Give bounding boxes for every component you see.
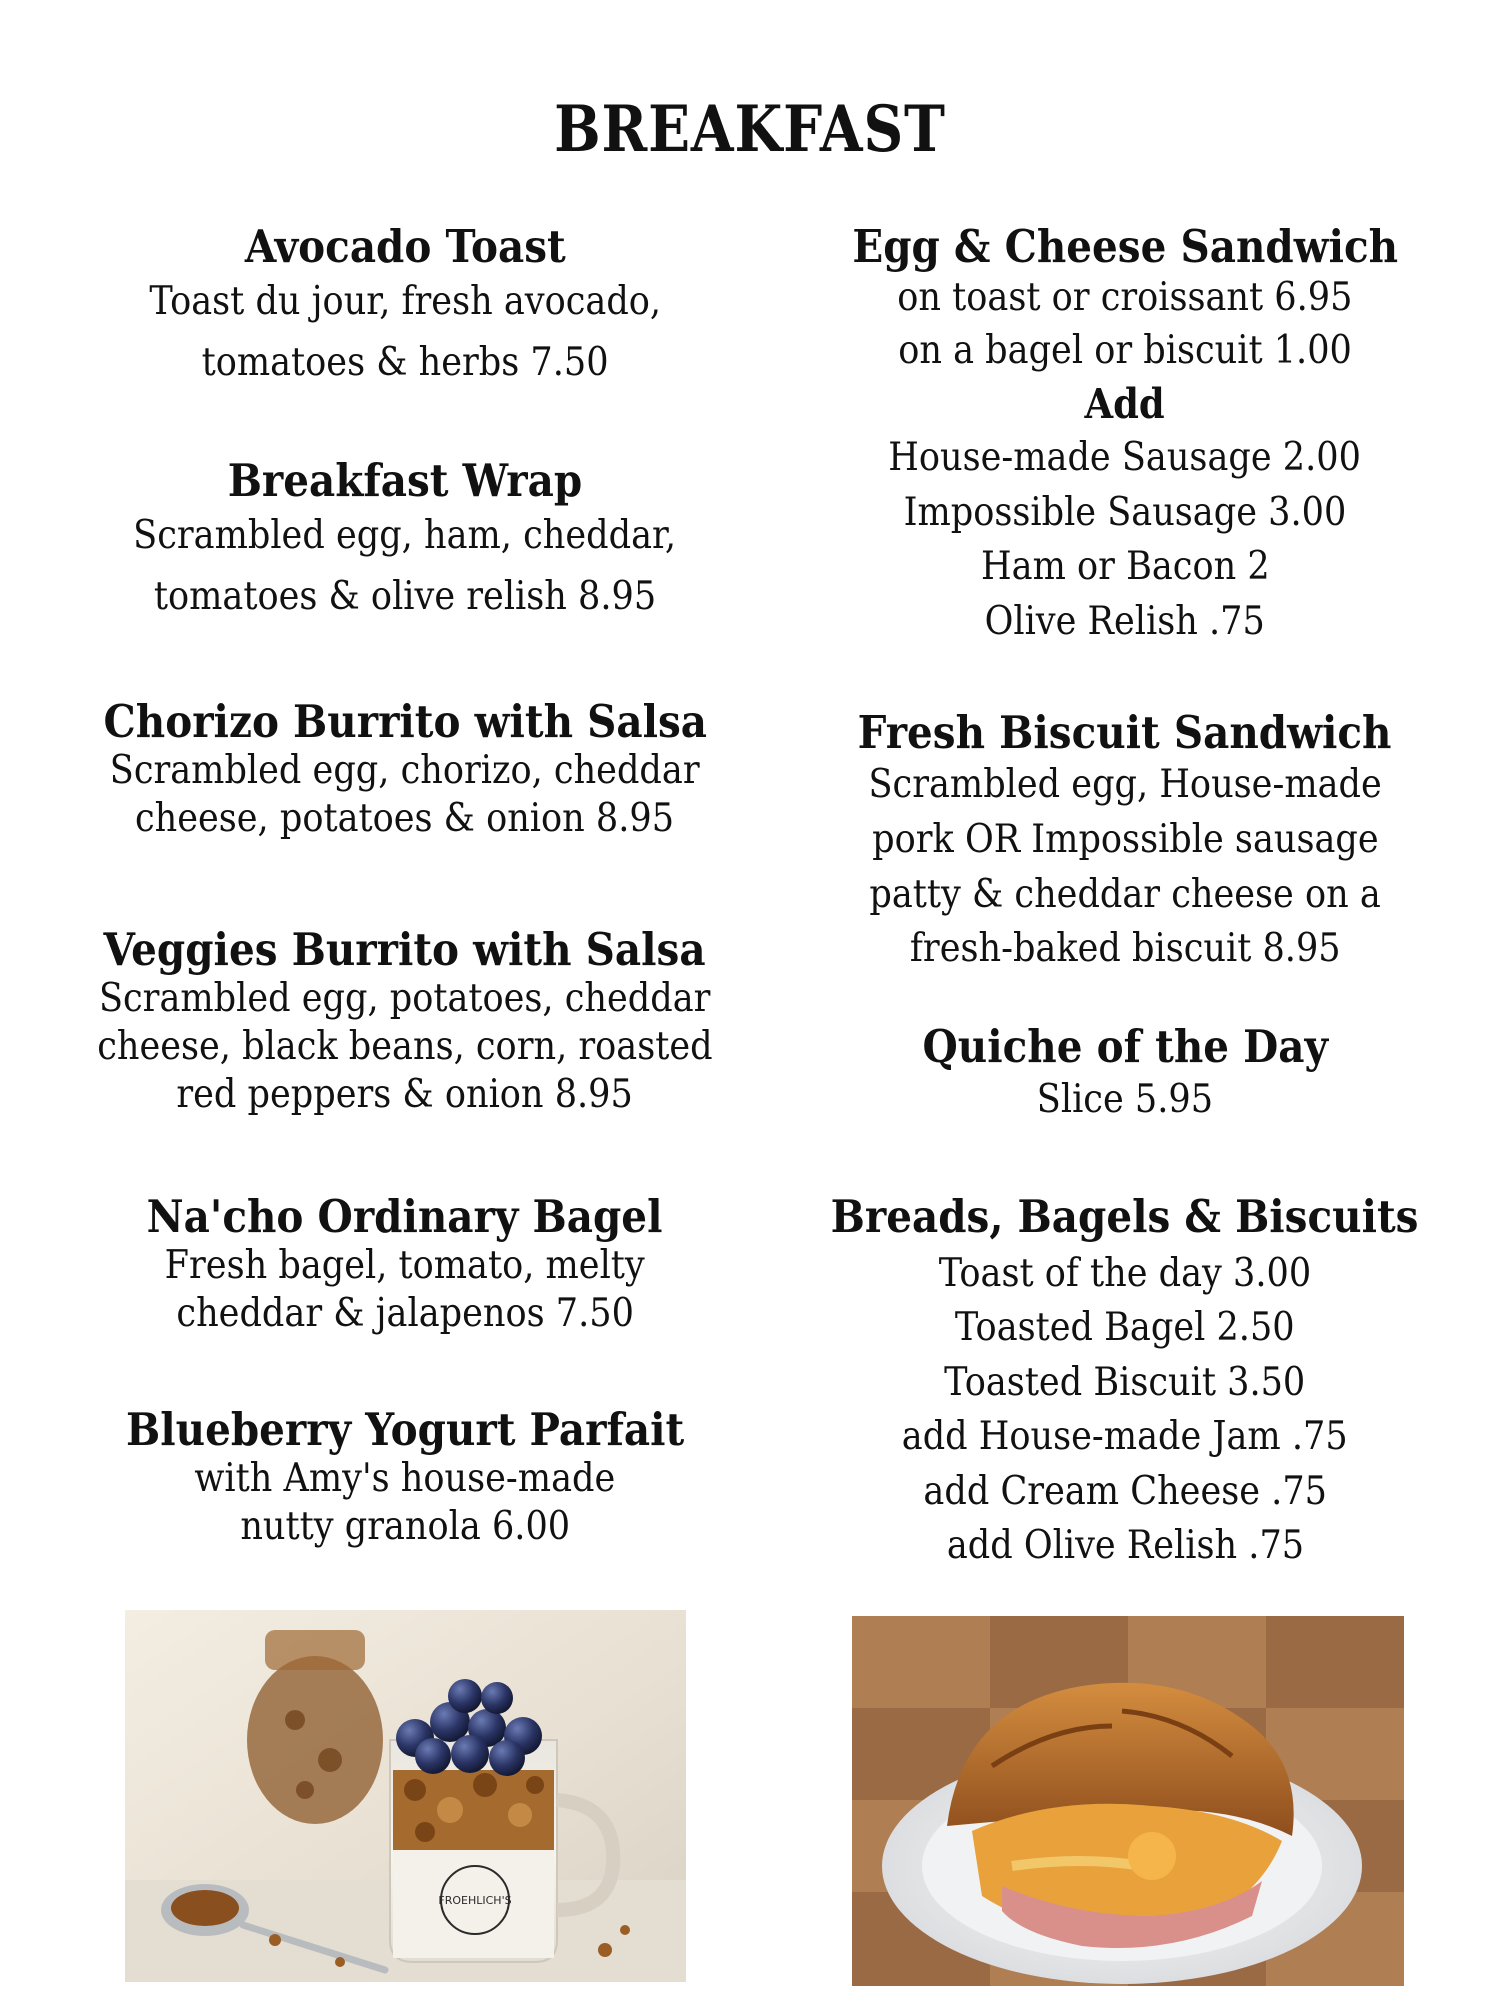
item-description: on a bagel or biscuit 1.00 <box>898 328 1352 374</box>
item-description: add Olive Relish .75 <box>946 1523 1304 1569</box>
item-description: Scrambled egg, potatoes, cheddar <box>99 976 711 1022</box>
item-description: Scrambled egg, chorizo, cheddar <box>110 748 700 794</box>
item-description: add House-made Jam .75 <box>902 1414 1348 1460</box>
page-title: BREAKFAST <box>554 92 946 167</box>
item-description: cheese, black beans, corn, roasted <box>97 1023 713 1069</box>
item-name: Breakfast Wrap <box>227 454 583 507</box>
menu-item-breakfast-wrap <box>60 456 750 627</box>
item-description: Scrambled egg, House-made <box>868 762 1382 808</box>
add-on-option: Olive Relish .75 <box>984 598 1266 644</box>
item-description: pork OR Impossible sausage <box>871 816 1379 862</box>
menu-item-breads-bagels-biscuits <box>780 1188 1470 1574</box>
croissant-illustration <box>852 1616 1404 1986</box>
item-description: Slice 5.95 <box>1036 1077 1214 1123</box>
menu-item-yogurt-parfait <box>60 1405 750 1551</box>
item-name: Breads, Bagels & Biscuits <box>831 1190 1419 1243</box>
item-description: nutty granola 6.00 <box>240 1503 570 1549</box>
item-description: Scrambled egg, ham, cheddar, <box>133 513 677 559</box>
menu-item-chorizo-burrito <box>60 697 750 843</box>
item-description: cheese, potatoes & onion 8.95 <box>135 795 675 841</box>
item-description: patty & cheddar cheese on a <box>869 871 1381 917</box>
mug-logo-text: FROEHLICH'S <box>438 1894 512 1907</box>
item-description: Toasted Biscuit 3.50 <box>944 1359 1306 1405</box>
item-description: Toast du jour, fresh avocado, <box>149 279 661 325</box>
item-description: add Cream Cheese .75 <box>923 1468 1327 1514</box>
item-name: Avocado Toast <box>244 220 566 273</box>
item-name: Veggies Burrito with Salsa <box>103 923 707 976</box>
item-name: Quiche of the Day <box>922 1020 1328 1073</box>
item-description: on toast or croissant 6.95 <box>897 275 1353 321</box>
add-on-option: Ham or Bacon 2 <box>980 544 1270 590</box>
item-description: red peppers & onion 8.95 <box>176 1071 634 1117</box>
item-description: Toast of the day 3.00 <box>938 1250 1312 1296</box>
parfait-photo <box>125 1610 686 1982</box>
croissant-sandwich-photo <box>852 1616 1404 1986</box>
item-description: Fresh bagel, tomato, melty <box>164 1243 646 1289</box>
parfait-illustration <box>125 1610 686 1982</box>
item-description: fresh-baked biscuit 8.95 <box>909 926 1341 972</box>
menu-item-veggies-burrito <box>60 925 750 1118</box>
menu-item-quiche <box>780 1022 1470 1129</box>
item-description: tomatoes & olive relish 8.95 <box>153 573 657 619</box>
menu-item-egg-cheese-sandwich <box>780 222 1470 649</box>
menu-item-biscuit-sandwich <box>780 708 1470 977</box>
add-on-option: Impossible Sausage 3.00 <box>903 489 1347 535</box>
item-description: cheddar & jalapenos 7.50 <box>176 1290 634 1336</box>
item-description: tomatoes & herbs 7.50 <box>201 339 609 385</box>
add-on-option: House-made Sausage 2.00 <box>888 434 1362 480</box>
item-name: Na'cho Ordinary Bagel <box>147 1190 663 1243</box>
item-description: Toasted Bagel 2.50 <box>955 1305 1295 1351</box>
item-name: Fresh Biscuit Sandwich <box>858 706 1392 759</box>
item-name: Chorizo Burrito with Salsa <box>103 695 707 748</box>
menu-item-nacho-bagel <box>60 1192 750 1338</box>
item-name: Egg & Cheese Sandwich <box>852 220 1398 273</box>
item-name: Blueberry Yogurt Parfait <box>125 1403 685 1456</box>
add-ons-heading: Add <box>1084 379 1166 428</box>
item-description: with Amy's house-made <box>194 1456 616 1502</box>
menu-item-avocado-toast <box>60 222 750 393</box>
